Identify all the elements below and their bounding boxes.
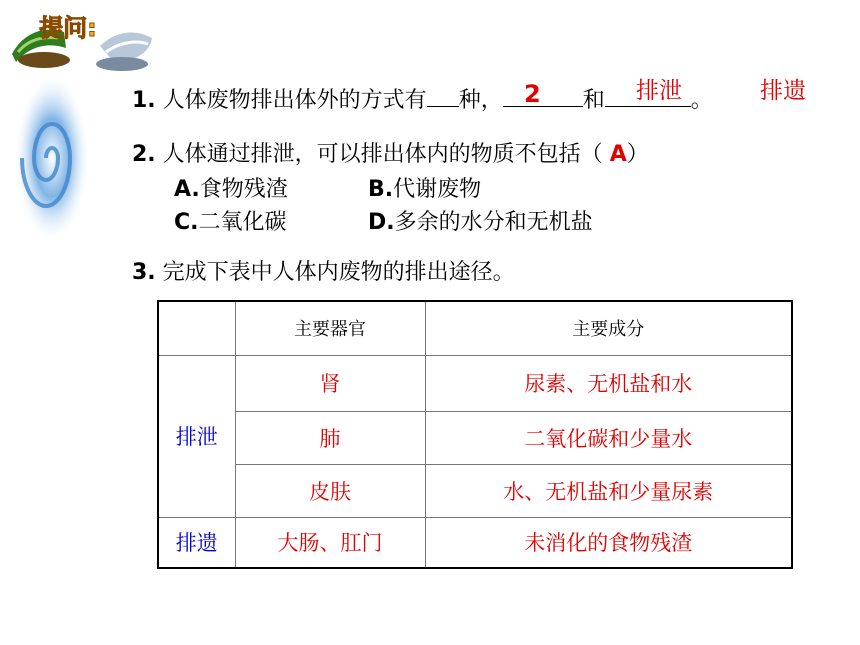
answer-excretion: 排泄 [636, 78, 682, 104]
question-2-close: ） [626, 142, 649, 167]
question-1-text-and: 和 [582, 88, 605, 113]
question-1-number: 1. [132, 88, 156, 113]
question-2-answer: A [609, 142, 627, 167]
question-1-text-end: 。 [690, 88, 713, 113]
question-2 [132, 140, 649, 170]
component-cell: 未消化的食物残渣 [425, 517, 792, 568]
category-excretion: 排泄 [158, 355, 235, 517]
table-row [158, 464, 792, 517]
option-c: C.二氧化碳 [174, 210, 287, 235]
option-a: A.食物残渣 [174, 177, 288, 202]
option-d: D.多余的水分和无机盐 [368, 210, 593, 235]
question-2-text: 人体通过排泄，可以排出体内的物质不包括（ [162, 142, 603, 167]
answer-count: 2 [524, 80, 541, 108]
question-3 [132, 258, 515, 288]
table-row [158, 517, 792, 568]
question-2-number: 2. [132, 142, 156, 167]
question-badge-logo [4, 2, 160, 76]
component-cell: 水、无机盐和少量尿素 [425, 464, 792, 517]
answer-egestion: 排遗 [760, 78, 806, 104]
question-3-number: 3. [132, 260, 156, 285]
question-1-text-mid: 种， [458, 88, 503, 113]
question-1-blank-count [427, 86, 459, 107]
organ-cell: 大肠、肛门 [235, 517, 425, 568]
question-3-text: 完成下表中人体内废物的排出途径。 [162, 260, 515, 285]
table-header-empty [158, 301, 235, 355]
component-cell: 尿素、无机盐和水 [425, 355, 792, 411]
table-row [158, 411, 792, 464]
category-egestion: 排遗 [158, 517, 235, 568]
question-1-text-before: 人体废物排出体外的方式有 [162, 88, 427, 113]
table-header-component: 主要成分 [425, 301, 792, 355]
swirl-decoration [12, 70, 96, 250]
organ-cell: 肾 [235, 355, 425, 411]
organ-cell: 肺 [235, 411, 425, 464]
question-1 [132, 86, 713, 116]
table-row [158, 355, 792, 411]
component-cell: 二氧化碳和少量水 [425, 411, 792, 464]
table-header-row [158, 301, 792, 355]
waste-elimination-table [157, 300, 793, 569]
badge-title: 提问: [39, 14, 97, 42]
organ-cell: 皮肤 [235, 464, 425, 517]
table-header-organ: 主要器官 [235, 301, 425, 355]
option-b: B.代谢废物 [368, 177, 482, 202]
question-1-blank-1 [503, 86, 583, 107]
